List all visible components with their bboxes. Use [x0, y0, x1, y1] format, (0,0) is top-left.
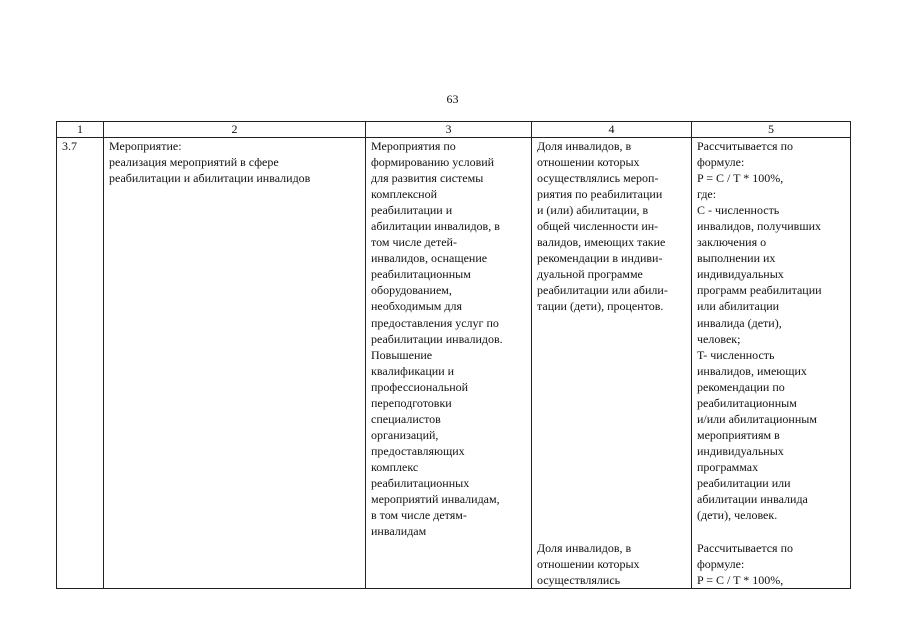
column-header-1: 1 — [57, 122, 104, 138]
measures-cell — [366, 138, 532, 589]
header-row — [57, 122, 851, 138]
formula-text: Рассчитывается по формуле: P = C / T * 100%, где: C - численность инвалидов, получивших заключения о выполнении их индивидуальных программ реабилитации или абилитации инвалида (дети), человек; T- численность инвалидов, имеющих рекомендации по реабилитационным и/или абилитационным мероприятиям в индивидуальных программах реабилитации или абилитации инвалида (дети), человек. — [697, 139, 822, 523]
column-header-4: 4 — [532, 122, 692, 138]
column-header-3: 3 — [366, 122, 532, 138]
activity-text: Мероприятие: реализация мероприятий в сфере реабилитации и абилитации инвалидов — [109, 139, 311, 186]
formula-cell — [692, 138, 851, 589]
column-header-2: 2 — [104, 122, 366, 138]
indicator-table — [56, 121, 851, 589]
indicator-text: Доля инвалидов, в отношении которых осуществлялись мероп- риятия по реабилитации и (или) абилитации, в общей численности ин- валидов, имеющих такие рекомендации в индиви- дуальной программе реабилитации или абили- тации (дети), процентов. — [537, 139, 668, 314]
row-number-cell — [57, 138, 104, 589]
formula-text-continued: Рассчитывается по формуле: P = C / T * 100%, — [697, 541, 793, 588]
column-header-5: 5 — [692, 122, 851, 138]
measures-text: Мероприятия по формированию условий для развития системы комплексной реабилитации и абилитации инвалидов, в том числе детей- инвалидов, оснащение реабилитационным оборудованием, необходимым для предоставления услуг по реабилитации инвалидов. Повышение квалификации и профессиональной переподготовки специалистов организаций, предоставляющих комплекс реабилитационных мероприятий инвалидам, в том числе детям- инвалидам — [371, 139, 503, 539]
row-number: 3.7 — [62, 139, 77, 153]
activity-cell — [104, 138, 366, 589]
table-row — [57, 138, 851, 589]
page-number: 63 — [446, 92, 459, 106]
indicator-text-continued: Доля инвалидов, в отношении которых осуществлялись — [537, 541, 640, 588]
indicator-cell — [532, 138, 692, 589]
